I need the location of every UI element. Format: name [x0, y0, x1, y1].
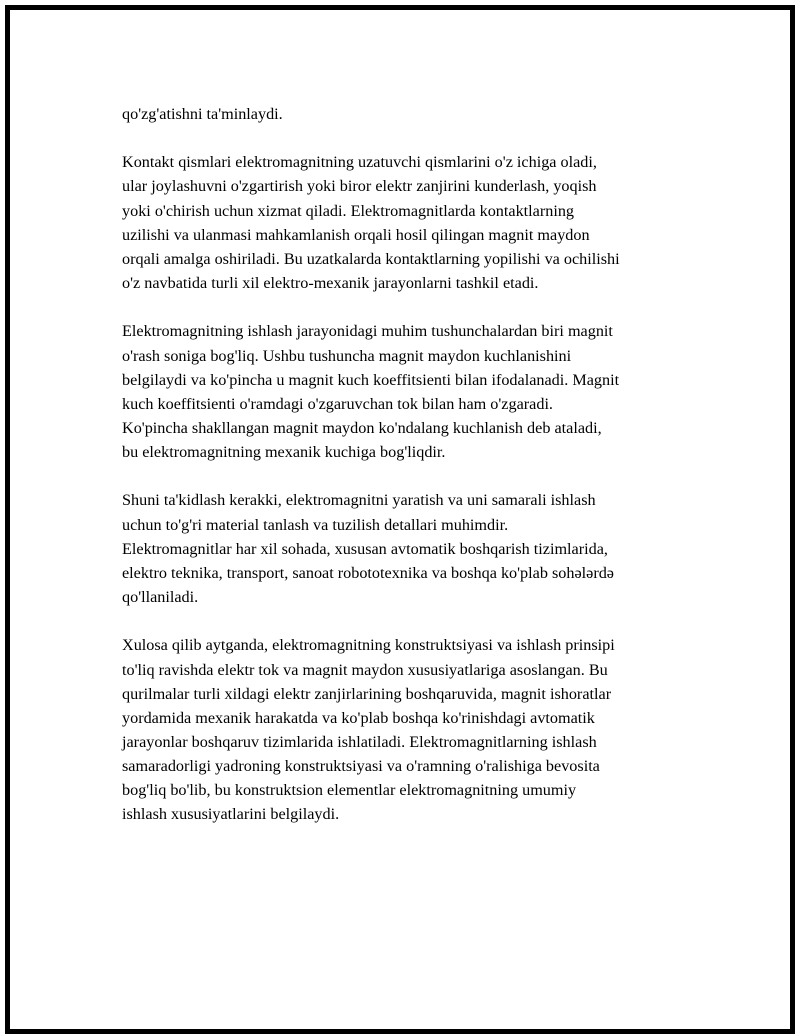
text-line: bog'liq bo'lib, bu konstruktsion elementlar elektromagnitning umumiy	[122, 781, 577, 800]
text-line: orqali amalga oshiriladi. Bu uzatkalarda kontaktlarning yopilishi va ochilishi	[122, 249, 620, 268]
text-line: Elektromagnitlar har xil sohada, xususan avtomatik boshqarish tizimlarida,	[122, 539, 608, 558]
text-line: o'rash soniga bog'liq. Ushbu tushuncha magnit maydon kuchlanishini	[122, 346, 572, 365]
text-line: elektro teknika, transport, sanoat robototexnika va boshqa ko'plab sohələrdə	[122, 563, 614, 582]
text-line: yordamida mexanik harakatda va ko'plab boshqa ko'rinishdagi avtomatik	[122, 708, 595, 727]
text-line: Ko'pincha shakllangan magnit maydon ko'ndalang kuchlanish deb ataladi,	[122, 419, 602, 437]
text-line: Shuni ta'kidlash kerakki, elektromagnitni yaratish va uni samarali ishlash	[122, 491, 596, 510]
text-line: belgilaydi va ko'pincha u magnit kuch koeffitsienti bilan ifodalanadi. Magnit	[122, 370, 620, 389]
paragraph-2	[122, 150, 722, 295]
text-line: qurilmalar turli xildagi elektr zanjirlarining boshqaruvida, magnit ishoratlar	[122, 684, 612, 703]
text-line: Xulosa qilib aytganda, elektromagnitning konstruktsiyasi va ishlash prinsipi	[122, 636, 615, 655]
text-line: qo'llaniladi.	[122, 588, 199, 607]
text-line: ishlash xususiyatlarini belgilaydi.	[122, 805, 340, 824]
text-line: ular joylashuvni o'zgartirish yoki biror elektr zanjirini kunderlash, yoqish	[122, 177, 597, 196]
text-line: Elektromagnitning ishlash jarayonidagi muhim tushunchalardan biri magnit	[122, 322, 613, 341]
paragraph-5	[122, 633, 722, 826]
text-line: yoki o'chirish uchun xizmat qiladi. Elektromagnitlarda kontaktlarning	[122, 201, 575, 220]
paragraph-1	[122, 102, 722, 126]
page-frame	[5, 5, 795, 1034]
paragraph-4	[122, 488, 722, 609]
text-line: samaradorligi yadroning konstruktsiyasi va o'ramning o'ralishiga bevosita	[122, 757, 600, 776]
text-line: bu elektromagnitning mexanik kuchiga bog'liqdir.	[122, 443, 446, 462]
text-line: uzilishi va ulanmasi mahkamlanish orqali hosil qilingan magnit maydon	[122, 225, 590, 244]
text-line: uchun to'g'ri material tanlash va tuzilish detallari muhimdir.	[122, 515, 509, 534]
text-line: to'liq ravishda elektr tok va magnit maydon xususiyatlariga asoslangan. Bu	[122, 660, 608, 679]
document-body	[122, 102, 722, 851]
text-line: o'z navbatida turli xil elektro-mexanik jarayonlarni tashkil etadi.	[122, 274, 539, 293]
text-line: jarayonlar boshqaruv tizimlarida ishlatiladi. Elektromagnitlarning ishlash	[122, 733, 597, 751]
paragraph-3	[122, 319, 722, 464]
text-line: qo'zg'atishni ta'minlaydi.	[122, 105, 283, 123]
text-line: kuch koeffitsienti o'ramdagi o'zgaruvchan tok bilan ham o'zgaradi.	[122, 394, 553, 413]
text-line: Kontakt qismlari elektromagnitning uzatuvchi qismlarini o'z ichiga oladi,	[122, 153, 597, 172]
